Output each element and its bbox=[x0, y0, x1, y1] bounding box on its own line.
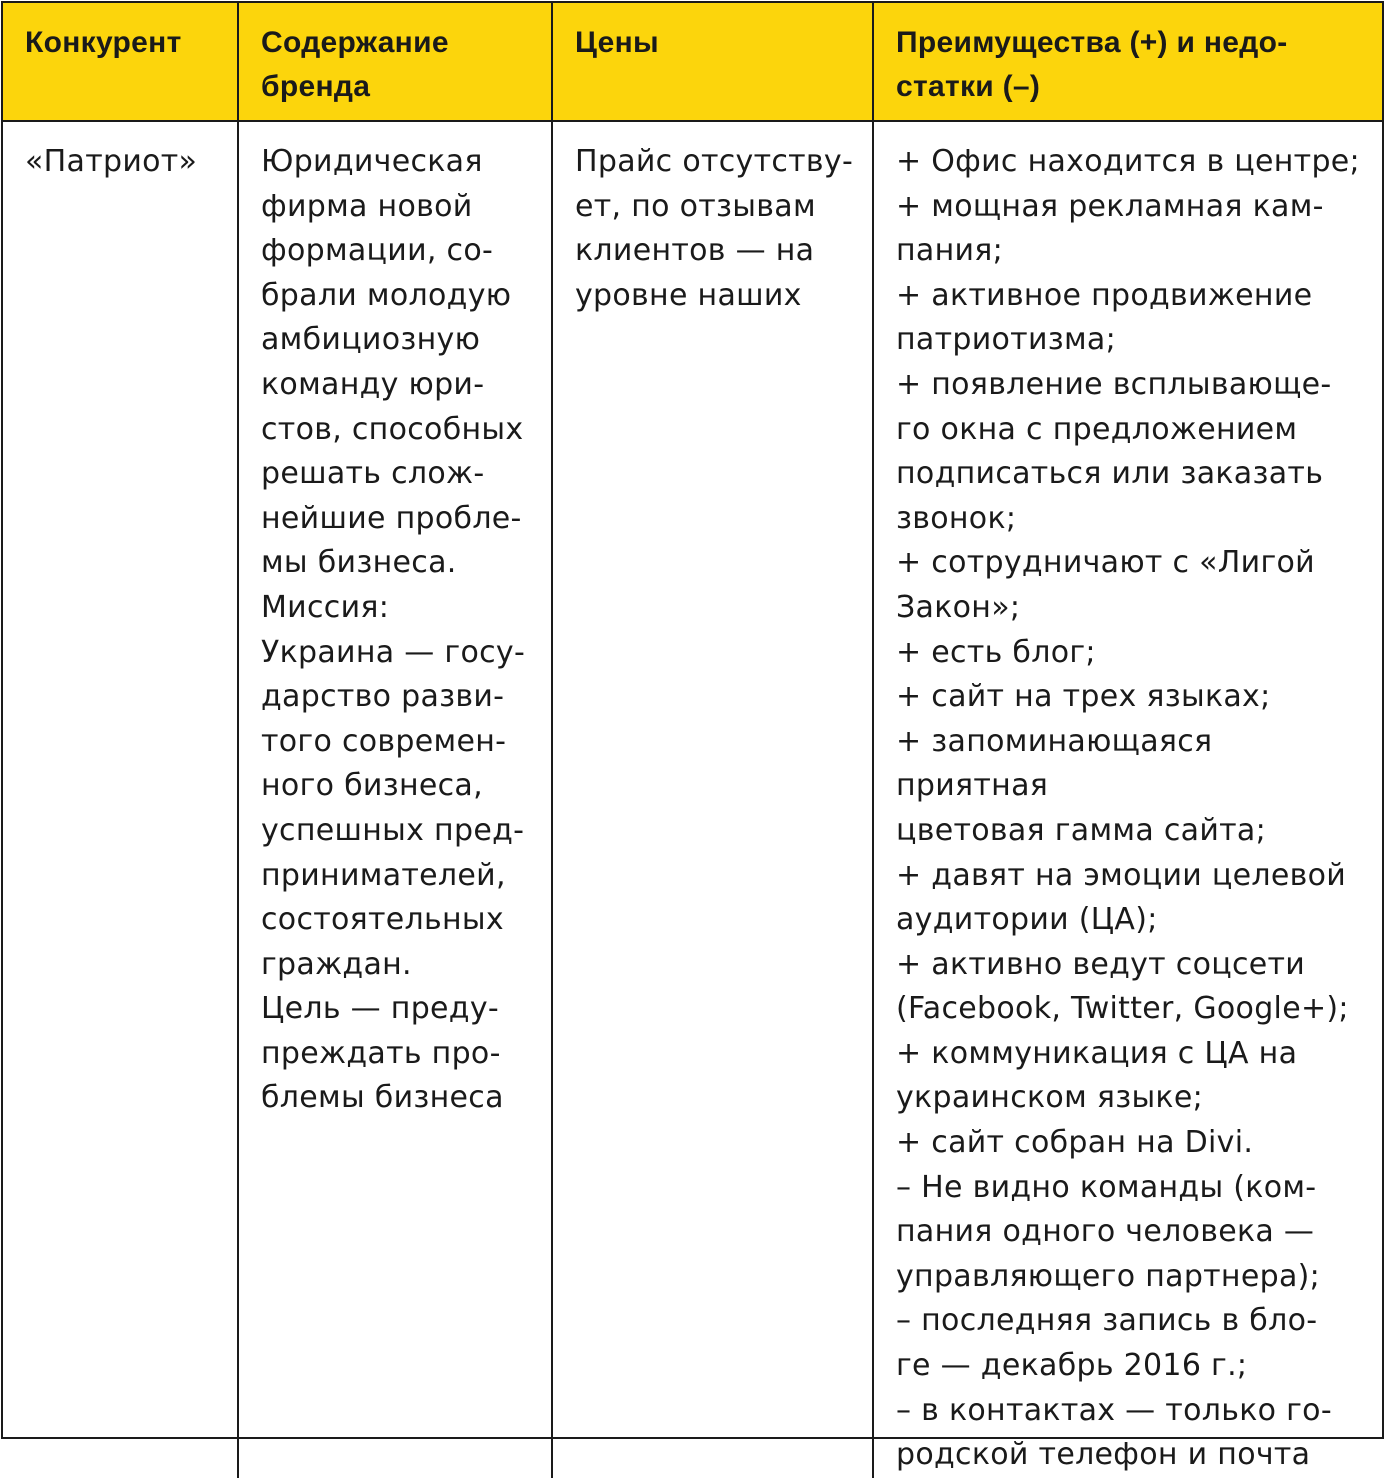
header-prices-label: Цены bbox=[575, 26, 659, 59]
cell-pros-cons bbox=[873, 121, 1382, 1478]
table-header-row bbox=[3, 3, 1382, 121]
header-prices bbox=[552, 3, 873, 121]
brand-content-text: Юридическая фирма новой формации, со- брали молодую амбициозную команду юри- стов, способных решать слож- нейшие пробле- мы бизнеса. Миссия: Украина — госу- дарство разви- того современ- ного бизнеса, успешных пред- принимателей, состоятельных граждан. Цель — преду- преждать про- блемы бизнеса bbox=[261, 144, 526, 1116]
pros-cons-text: + Офис находится в центре; + мощная рекламная кам- пания; + активное продвижение патриотизма; + появление всплывающе- го окна с предложением подписаться или заказать звонок; + сотрудничают с «Лигой Закон»; + есть блог; + сайт на трех языках; + запоминающаяся приятная цветовая гамма сайта; + давят на эмоции целевой аудитории (ЦА); + активно ведут соцсети (Facebook, Twitter, Google+); + коммуникация с ЦА на украинском языке; + сайт собран на Divi. – Не видно команды (ком- пания одного человека — управляющего партнера); – последняя запись в бло- ге — декабрь 2016 г.; – в контактах — только го- родской телефон и почта bbox=[896, 144, 1360, 1473]
header-pros-cons-label: Преимущества (+) и недо- статки (–) bbox=[896, 26, 1288, 103]
header-competitor bbox=[3, 3, 238, 121]
cell-competitor bbox=[3, 121, 238, 1478]
table-row bbox=[3, 121, 1382, 1478]
competitor-table-grid bbox=[3, 3, 1382, 1478]
header-competitor-label: Конкурент bbox=[25, 26, 182, 59]
competitor-table bbox=[1, 1, 1384, 1473]
header-brand-content bbox=[238, 3, 552, 121]
competitor-name: «Патриот» bbox=[25, 144, 198, 179]
prices-text: Прайс отсутству- ет, по отзывам клиентов — на уровне наших bbox=[575, 144, 854, 313]
cell-brand-content bbox=[238, 121, 552, 1478]
header-pros-cons bbox=[873, 3, 1382, 121]
header-brand-content-label: Содержание бренда bbox=[261, 26, 449, 103]
cell-prices bbox=[552, 121, 873, 1478]
